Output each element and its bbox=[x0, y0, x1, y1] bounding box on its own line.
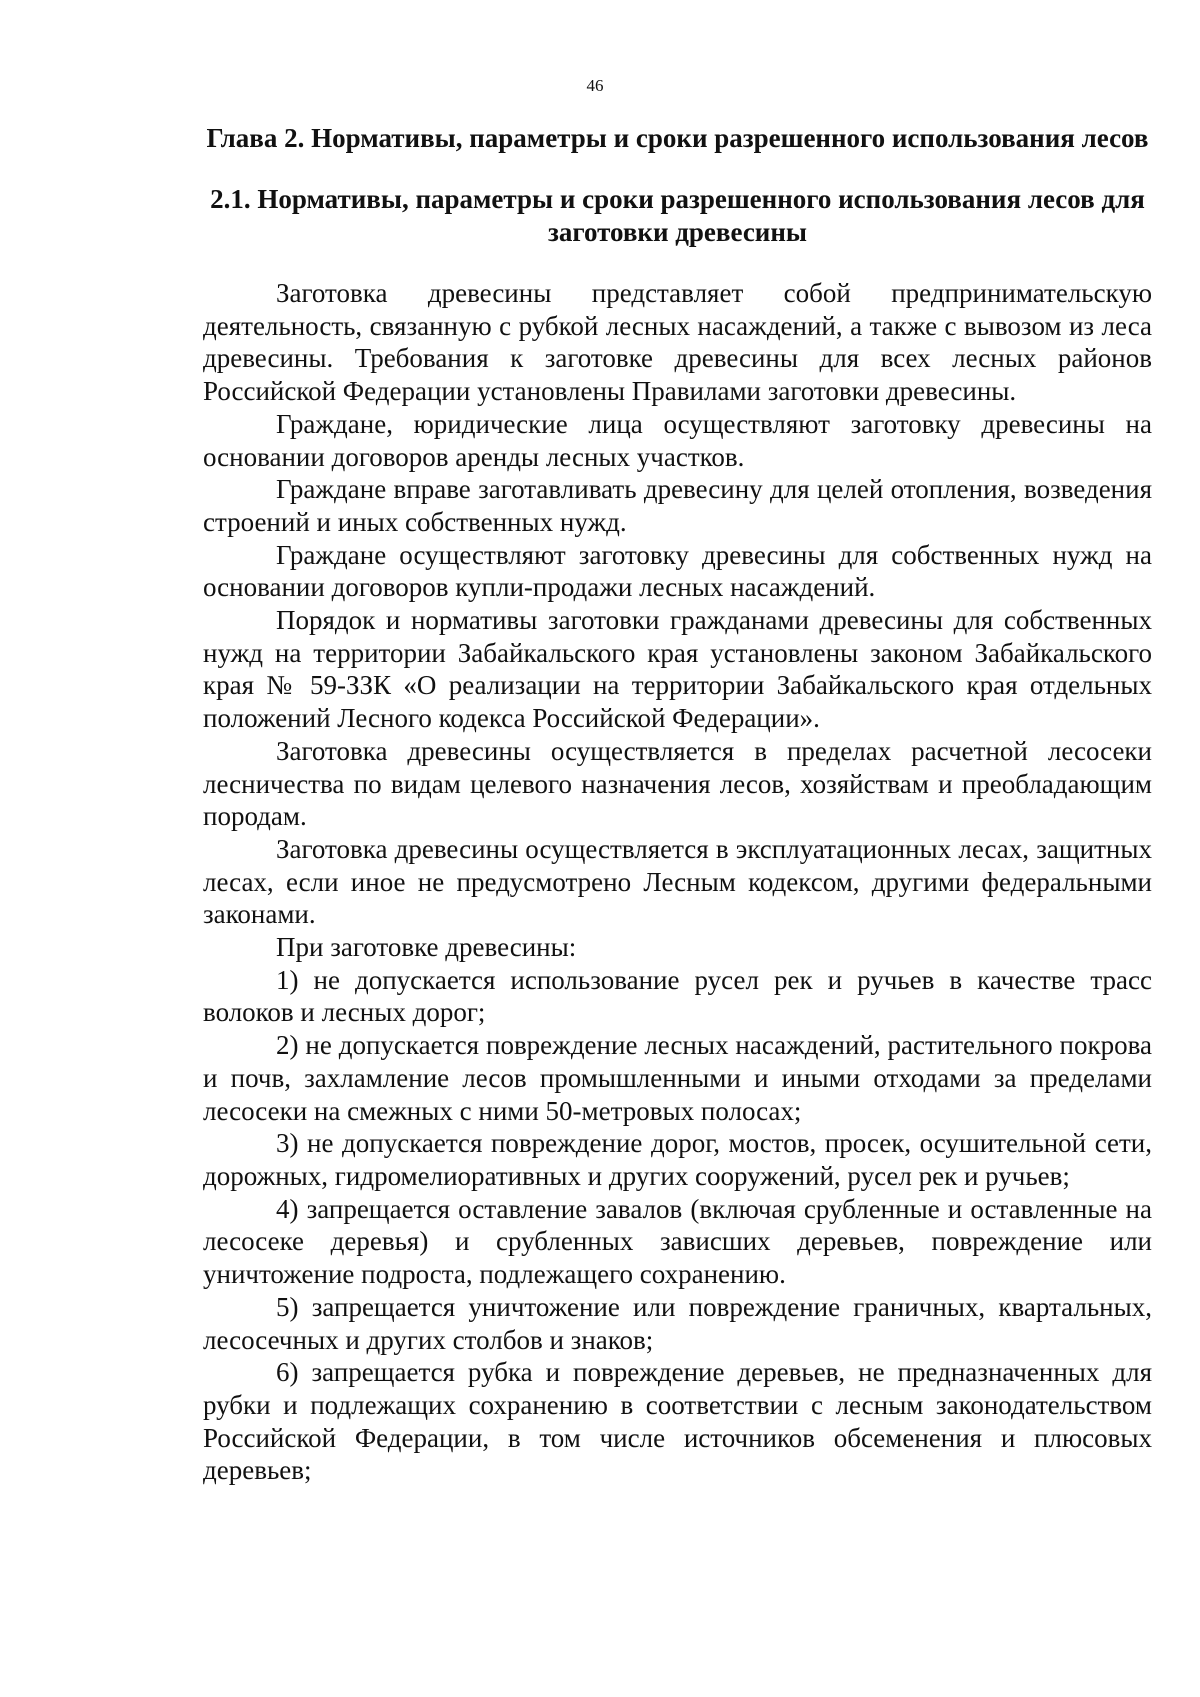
list-item: 3) не допускается повреждение дорог, мостов, просек, осушительной сети, дорожных, гидромелиоративных и других сооружений, русел рек и ручьев; bbox=[203, 1128, 1152, 1191]
list-item: 1) не допускается использование русел рек и ручьев в качестве трасс волоков и лесных дорог; bbox=[203, 964, 1152, 1028]
section-title: 2.1. Нормативы, параметры и сроки разрешенного использования лесов для заготовки древесины bbox=[210, 184, 1145, 247]
list-item: 4) запрещается оставление завалов (включая срубленные и оставленные на лесосеке деревья) и срубленных зависших деревьев, повреждение или уничтожение подроста, подлежащего сохранению. bbox=[203, 1193, 1152, 1290]
paragraph: Заготовка древесины осуществляется в эксплуатационных лесах, защитных лесах, если иное не предусмотрено Лесным кодексом, другими федеральными законами. bbox=[203, 833, 1152, 930]
page-content bbox=[203, 122, 1152, 1487]
paragraph: Порядок и нормативы заготовки гражданами древесины для собственных нужд на территории Забайкальского края установлены законом Забайкальского края № 59-ЗЗК «О реализации на территории Забайкальского края отдельных положений Лесного кодекса Российской Федерации». bbox=[203, 605, 1152, 734]
list-item: 2) не допускается повреждение лесных насаждений, растительного покрова и почв, захламление лесов промышленными и иными отходами за пределами лесосеки на смежных с ними 50-метровых полосах; bbox=[203, 1030, 1152, 1126]
body-text bbox=[203, 277, 1152, 1487]
list-item: 6) запрещается рубка и повреждение деревьев, не предназначенных для рубки и подлежащих сохранению в соответствии с лесным законодательством Российской Федерации, в том числе источников обсеменения и плюсовых деревьев; bbox=[203, 1357, 1152, 1486]
paragraph: Граждане осуществляют заготовку древесины для собственных нужд на основании договоров купли-продажи лесных насаждений. bbox=[203, 539, 1152, 603]
paragraph: Граждане вправе заготавливать древесину для целей отопления, возведения строений и иных собственных нужд. bbox=[203, 474, 1152, 537]
chapter-title: Глава 2. Нормативы, параметры и сроки разрешенного использования лесов bbox=[206, 123, 1149, 153]
list-intro: При заготовке древесины: bbox=[276, 932, 577, 963]
paragraph: Заготовка древесины представляет собой предпринимательскую деятельность, связанную с рубкой лесных насаждений, а также с вывозом из леса древесины. Требования к заготовке древесины для всех лесных районов Российской Федерации установлены Правилами заготовки древесины. bbox=[203, 278, 1152, 407]
list-item: 5) запрещается уничтожение или повреждение граничных, квартальных, лесосечных и других столбов и знаков; bbox=[203, 1291, 1152, 1355]
paragraph: Граждане, юридические лица осуществляют заготовку древесины на основании договоров аренды лесных участков. bbox=[203, 408, 1152, 472]
paragraph: Заготовка древесины осуществляется в пределах расчетной лесосеки лесничества по видам целевого назначения лесов, хозяйствам и преобладающим породам. bbox=[203, 735, 1152, 832]
page-number: 46 bbox=[586, 76, 604, 95]
